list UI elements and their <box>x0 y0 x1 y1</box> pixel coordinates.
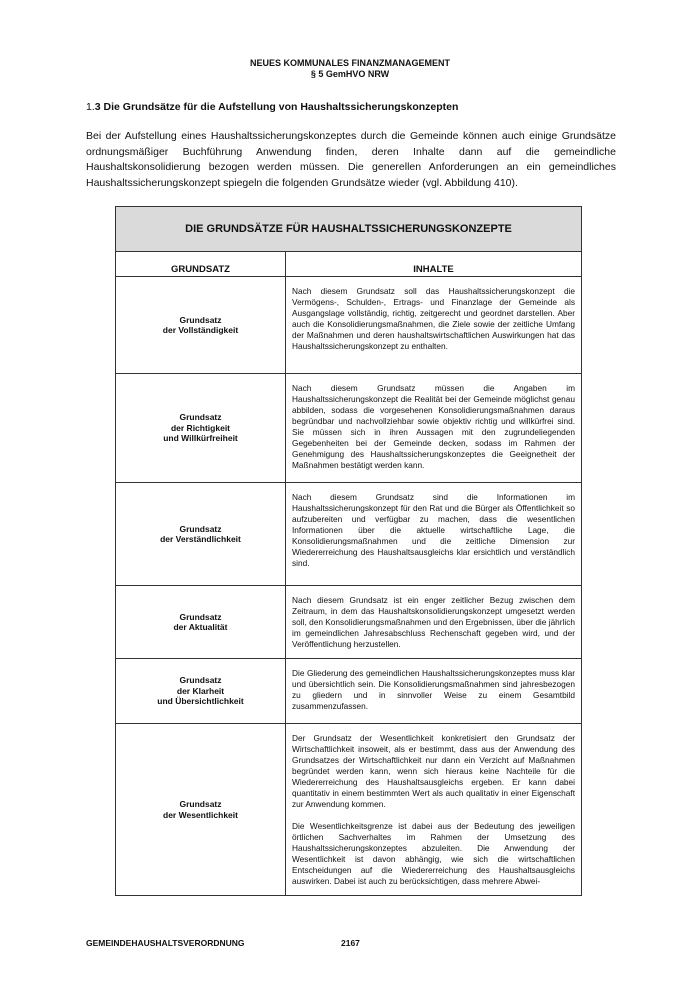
table-title: DIE GRUNDSÄTZE FÜR HAUSHALTSSICHERUNGSKONZEPTE <box>116 207 582 252</box>
content-paragraph: Nach diesem Grundsatz ist ein enger zeitlicher Bezug zwischen dem Zeitraum, in dem das Haushaltskonsolidierungskonzept umgesetzt werden soll, den Konsolidierungsmaßnahmen und den Ergebnissen, über die jährlich im gemeindlichen Jahresabschluss Rechenschaft gegeben wird, und der Veröffentlichung herzustellen. <box>292 595 576 649</box>
principle-content <box>286 659 582 724</box>
principle-name-line: Grundsatz <box>179 412 222 423</box>
principle-name-line: der Wesentlichkeit <box>163 809 238 820</box>
content-paragraph: Nach diesem Grundsatz sind die Informationen im Haushaltssicherungskonzept für den Rat und die Bürger als Öffentlichkeit so aufzubereiten und verfügbar zu machen, dass die wesentlichen Informationen über die aktuelle wirtschaftliche Lage, die Konsolidierungsmaßnahmen und die zeitliche Dimension zur Wiedererreichung des Haushaltsausgleichs klar ersichtlich und verständlich sind. <box>292 492 576 568</box>
principle-name-line: Grundsatz <box>179 314 222 325</box>
principle-content <box>286 483 582 586</box>
table-row <box>116 277 582 374</box>
principle-name <box>116 659 286 724</box>
table-row <box>116 374 582 483</box>
content-paragraph: Der Grundsatz der Wesentlichkeit konkretisiert den Grundsatz der Wirtschaftlichkeit insoweit, als er bestimmt, dass aus der Anwendung des Grundsatzes der Wirtschaftlichkeit nur dann ein Verzicht auf Maßnahmen begründet werden kann, wenn sich hieraus keine Nachteile für die Wiedererreichung des Haushaltsausgleichs ergeben. Er kann dabei quantitativ in einem bestimmten Wert als auch qualitativ in einer Eigenschaft zur Anwendung kommen. <box>292 733 576 809</box>
principle-name-line: der Vollständigkeit <box>162 325 239 335</box>
table-row <box>116 483 582 586</box>
principle-name-line: der Klarheit <box>176 685 225 696</box>
principle-name-line: Grundsatz <box>179 611 222 622</box>
principle-name-line: der Richtigkeit <box>170 422 231 433</box>
table-row <box>116 659 582 724</box>
content-paragraph: Nach diesem Grundsatz müssen die Angaben im Haushaltssicherungskonzept die Realität bei der Gemeinde möglichst genau abbilden, sodass die vorgesehenen Konsolidierungsmaßnahmen daraus begründbar und nachvollziehbar sowie objektiv richtig und willkürfrei sind. Sie müssen sich in ihren Aussagen mit den zugrundeliegenden Gegebenheiten bei der Gemeinde decken, sodass im Rahmen der Genehmigung des Haushaltssicherungskonzeptes die Geeignetheit der Maßnahmen bestätigt werden kann. <box>292 383 576 470</box>
column-header-grundsatz: GRUNDSATZ <box>116 252 286 277</box>
principle-name <box>116 374 286 483</box>
content-paragraph: Die Gliederung des gemeindlichen Haushaltssicherungskonzeptes muss klar und übersichtlich sein. Die Konsolidierungsmaßnahmen sind jahresbezogen zu gliedern und in sinnvoller Weise zu einem Gesamtbild zusammenzufassen. <box>292 668 576 711</box>
content-paragraph: Nach diesem Grundsatz soll das Haushaltssicherungskonzept die Vermögens-, Schulden-, Ertrags- und Finanzlage der Gemeinde als Ausgangslage vollständig, richtig, zeitgerecht und geordnet darstellen. Aber auch die Konsolidierungsmaßnahmen, die Ziele sowie der zeitliche Umfang der Maßnahmen und deren haushaltswirtschaftlichen Auswirkungen hat das Haushaltssicherungskonzept zu enthalten. <box>292 286 576 351</box>
principle-name-line: der Aktualität <box>173 622 228 632</box>
principle-name <box>116 277 286 374</box>
principle-name-line: Grundsatz <box>179 799 222 809</box>
principle-content <box>286 277 582 374</box>
page-number: 2167 <box>341 938 360 948</box>
section-title: 3 Die Grundsätze für die Aufstellung von Haushaltssicherungskonzepten <box>94 101 459 113</box>
table-body <box>116 277 582 896</box>
header-title: NEUES KOMMUNALES FINANZMANAGEMENT <box>250 58 450 68</box>
section-heading <box>86 101 458 113</box>
principle-name <box>116 724 286 896</box>
footer-title: GEMEINDEHAUSHALTSVERORDNUNG <box>86 938 245 948</box>
principle-name-line: Grundsatz <box>179 675 222 686</box>
principle-name <box>116 586 286 659</box>
section-number: 1. <box>86 101 95 113</box>
principle-name-line: der Verständlichkeit <box>160 534 241 544</box>
principle-content <box>286 586 582 659</box>
table-row <box>116 586 582 659</box>
principle-name-line: und Willkürfreiheit <box>163 433 238 444</box>
principles-table <box>115 206 582 896</box>
column-header-inhalte: INHALTE <box>286 252 582 277</box>
table-row <box>116 724 582 896</box>
header-subtitle: § 5 GemHVO NRW <box>310 69 390 79</box>
running-header <box>0 58 700 80</box>
intro-paragraph: Bei der Aufstellung eines Haushaltssicherungskonzeptes durch die Gemeinde können auch einige Grundsätze ordnungsmäßiger Buchführung Anwendung finden, deren Inhalte dann auf die gemeindliche Haushaltskonsolidierung bezogen werden müssen. Die generellen Anforderungen an ein gemeindliches Haushaltssicherungskonzept spiegeln die folgenden Grundsätze wieder (vgl. Abbildung 410). <box>86 130 616 190</box>
principle-name-line: Grundsatz <box>179 523 222 534</box>
principle-name-line: und Übersichtlichkeit <box>157 696 244 707</box>
content-paragraph: Die Wesentlichkeitsgrenze ist dabei aus der Bedeutung des jeweiligen örtlichen Sachverhaltes im Rahmen der Umsetzung des Haushaltssicherungskonzeptes abzuleiten. Die Anwendung der Wesentlichkeit ist davon abhängig, wie sich die wirtschaftlichen Entscheidungen auf die Wiedererreichung des Haushaltsausgleichs auswirken. Dabei ist auch zu berücksichtigen, dass mehrere Abwei- <box>292 821 576 886</box>
principle-name <box>116 483 286 586</box>
principle-content <box>286 374 582 483</box>
principle-content <box>286 724 582 896</box>
